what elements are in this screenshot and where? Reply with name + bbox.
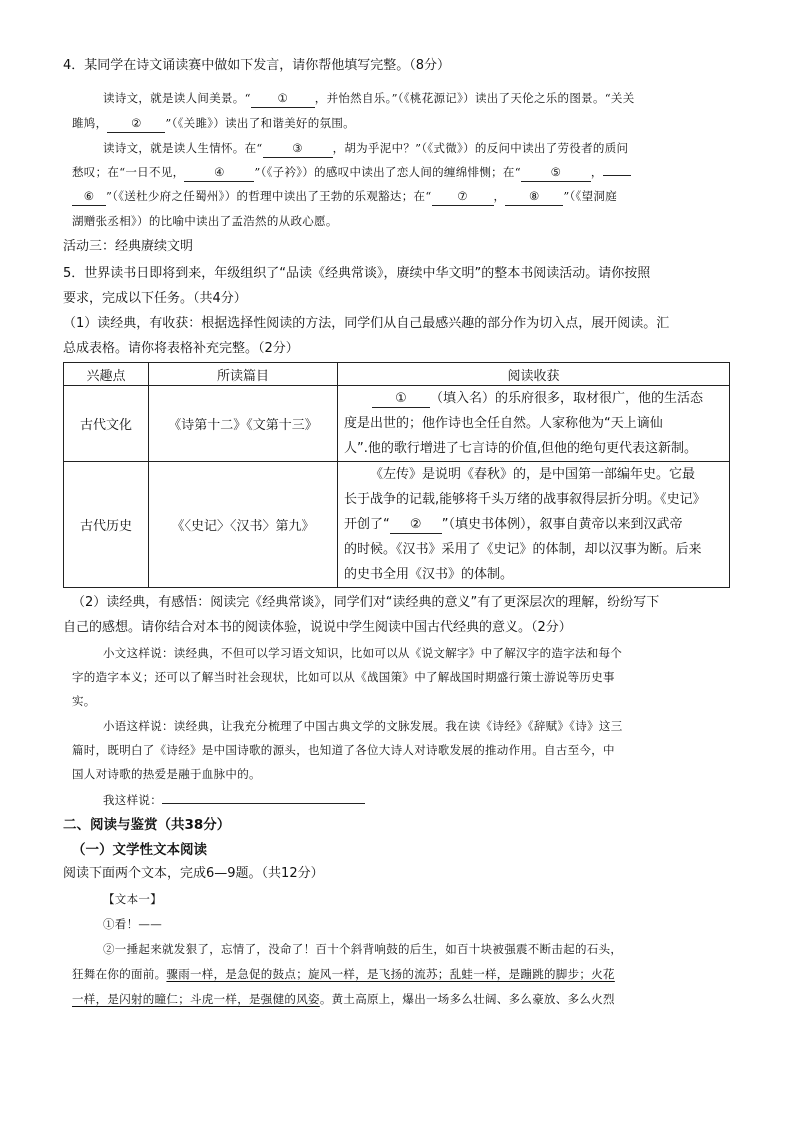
q4-line <box>103 88 635 108</box>
para-text: 。黄土高原上，爆出一场多么壮阔、多么豪放、多么火烈 <box>319 992 615 1006</box>
section-heading: 二、阅读与鉴赏（共38分） <box>63 817 231 833</box>
q4-text: ”（《望洞庭 <box>563 189 618 203</box>
xiaowen-comment: 实。 <box>72 694 96 708</box>
para-text: 狂舞在你的面前。 <box>72 967 167 981</box>
interest-cell: 古代文化 <box>64 386 149 462</box>
cell-text: ”（填史书体例），叙事自黄帝以来到汉武帝 <box>441 517 683 532</box>
q4-line <box>72 113 355 133</box>
xiaowen-comment: 字的造字本义；还可以了解当时社会现状，比如可以从《战国策》中了解战国时期盛行策士游说等历史事 <box>72 670 615 684</box>
paragraph-2 <box>72 989 615 1009</box>
q5-stem: 要求，完成以下任务。（共4分） <box>63 291 247 306</box>
paragraph-2: ②一捶起来就发狠了，忘情了，没命了！百十个斜背响鼓的后生，如百十块被强震不断击起的石头， <box>103 942 623 956</box>
cell-text: 的史书全用《汉书》的体制。 <box>344 567 514 582</box>
underlined-text: 骤雨一样，是急促的鼓点；旋风一样，是飞扬的流苏；乱蛙一样，是蹦跳的脚步；火花 <box>166 967 615 981</box>
q5-part2: 自己的感想。请你结合对本书的阅读体验，说说中学生阅读中国古代经典的意义。（2分） <box>63 620 572 635</box>
activity-title: 活动三：经典赓续文明 <box>63 239 194 254</box>
q4-text: ”（《关雎》）读出了和谐美好的氛围。 <box>165 116 355 130</box>
cell-text: 度是出世的；他作诗也全任自然。人家称他为“天上谪仙 <box>344 416 663 431</box>
table-header-row <box>64 363 730 386</box>
q4-text: 读诗文，就是读人间美景。“ <box>103 91 251 105</box>
q4-text: ”（《送杜少府之任蜀州》）的哲理中读出了王勃的乐观豁达；在“ <box>106 189 432 203</box>
cell-text: 开创了“ <box>344 517 390 532</box>
subsection-heading: （一）文学性文本阅读 <box>72 842 207 858</box>
q4-line <box>72 162 631 182</box>
harvest-cell <box>338 462 730 588</box>
fill-blank-3[interactable]: ③ <box>263 140 333 158</box>
fill-blank-6[interactable]: ⑥ <box>72 188 106 206</box>
q5-part2: （2）读经典，有感悟：阅读完《经典常谈》，同学们对“读经典的意义”有了更深层次的理解，纷纷写下 <box>72 595 660 610</box>
my-answer-line <box>103 790 365 810</box>
q4-text: 愁叹；在“一日不见， <box>72 165 185 179</box>
cell-text: （填入名）的乐府很多，取材很广，他的生活态 <box>430 391 704 406</box>
q4-line <box>72 186 617 206</box>
text-label: 【文本一】 <box>103 892 162 906</box>
q4-text: ， <box>493 189 506 203</box>
fill-blank-2[interactable]: ② <box>107 115 165 133</box>
table-row <box>64 462 730 588</box>
q4-text: ， <box>590 165 603 179</box>
q4-text: ，胡为乎泥中？”（《式微》）的反问中读出了劳役者的质问 <box>332 141 629 155</box>
reading-table <box>63 362 730 588</box>
q5-part1: 总成表格。请你将表格补充完整。（2分） <box>63 341 299 356</box>
xiaoyu-comment: 国人对诗歌的热爱是融于血脉中的。 <box>72 767 261 781</box>
my-answer-blank[interactable] <box>162 803 365 804</box>
fill-blank-6-start[interactable] <box>603 175 631 176</box>
harvest-cell <box>338 386 730 462</box>
cell-text: 《左传》是说明《春秋》的，是中国第一部编年史。它最 <box>370 467 696 482</box>
reading-instruction: 阅读下面两个文本，完成6—9题。（共12分） <box>63 866 324 881</box>
chapter-cell: 《〈史记〉〈汉书〉第九》 <box>149 462 338 588</box>
fill-blank-table-2[interactable]: ② <box>390 516 442 534</box>
q4-text: ”（《子衿》）的感叹中读出了恋人间的缠绵悱恻；在“ <box>254 165 521 179</box>
q4-text: ，并怡然自乐。”（《桃花源记》）读出了天伦之乐的图景。“关关 <box>314 91 635 105</box>
my-answer-label: 我这样说： <box>103 793 162 807</box>
underlined-text: 一样，是闪射的瞳仁；斗虎一样，是强健的风姿 <box>72 992 320 1006</box>
xiaoyu-comment: 篇时，既明白了《诗经》是中国诗歌的源头，也知道了各位大诗人对诗歌发展的推动作用。自古至今，中 <box>72 743 615 757</box>
q4-text: 雎鸠， <box>72 116 108 130</box>
q4-line: 湖赠张丞相》）的比喻中读出了孟浩然的从政心愿。 <box>72 214 338 228</box>
xiaowen-comment: 小文这样说：读经典，不但可以学习语文知识，比如可以从《说文解字》中了解汉字的造字法和每个 <box>103 646 623 660</box>
fill-blank-1[interactable]: ① <box>251 90 315 108</box>
fill-blank-4[interactable]: ④ <box>184 164 254 182</box>
header-cell: 阅读收获 <box>338 363 730 386</box>
cell-text: 长于战争的记载,能够将千头万绪的战事叙得层折分明。《史记》 <box>344 492 706 507</box>
table-row <box>64 386 730 462</box>
header-cell: 兴趣点 <box>64 363 149 386</box>
cell-text: 人”.他的歌行增进了七言诗的价值,但他的绝句更代表这新制。 <box>344 441 697 456</box>
chapter-cell: 《诗第十二》《文第十三》 <box>149 386 338 462</box>
paragraph-2 <box>72 964 615 984</box>
fill-blank-8[interactable]: ⑧ <box>505 188 563 206</box>
q5-stem: 5．世界读书日即将到来，年级组织了“品读《经典常谈》，赓续中华文明”的整本书阅读活动。请你按照 <box>63 266 651 281</box>
header-cell: 所读篇目 <box>149 363 338 386</box>
cell-text: 的时候。《汉书》采用了《史记》的体制，却以汉事为断。后来 <box>344 542 702 557</box>
paragraph-1: ①看！—— <box>103 917 162 931</box>
q4-text: 读诗文，就是读人生情怀。在“ <box>103 141 263 155</box>
q4-line <box>103 138 628 158</box>
fill-blank-7[interactable]: ⑦ <box>432 188 494 206</box>
fill-blank-5[interactable]: ⑤ <box>521 164 591 182</box>
q4-stem: 4．某同学在诗文诵读赛中做如下发言，请你帮他填写完整。（8分） <box>63 58 451 73</box>
q5-part1: （1）读经典，有收获：根据选择性阅读的方法，同学们从自己最感兴趣的部分作为切入点，展开阅读。汇 <box>63 316 670 331</box>
interest-cell: 古代历史 <box>64 462 149 588</box>
xiaoyu-comment: 小语这样说：读经典，让我充分梳理了中国古典文学的文脉发展。我在读《诗经》《辞赋》《诗》这三 <box>103 719 623 733</box>
fill-blank-table-1[interactable]: ① <box>372 390 430 408</box>
